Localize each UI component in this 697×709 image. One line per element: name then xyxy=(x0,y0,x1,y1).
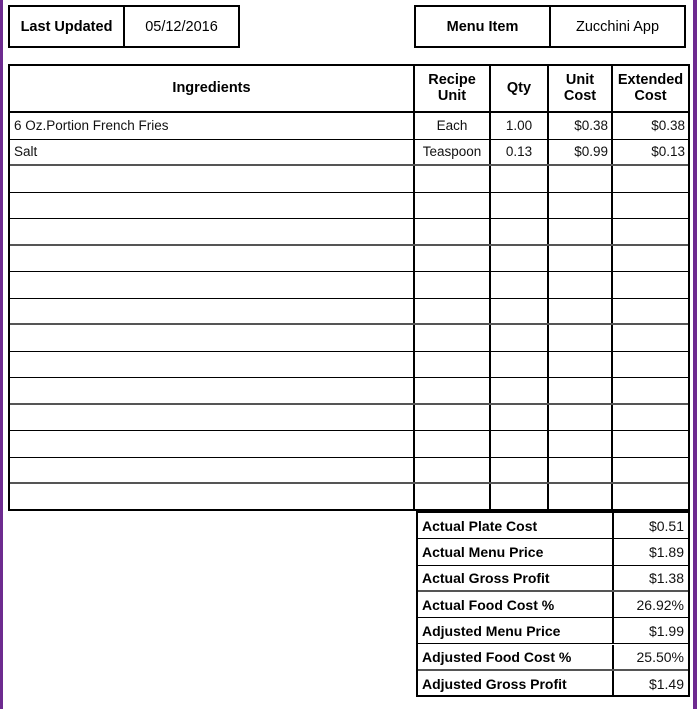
ingredients-table-header xyxy=(10,66,688,113)
menu-item-field xyxy=(414,5,686,48)
summary-row-value: $1.49 xyxy=(648,675,684,692)
summary-row xyxy=(418,566,688,592)
cell-ingredient[interactable] xyxy=(10,352,415,378)
summary-row xyxy=(418,539,688,565)
cell-recipe-unit[interactable] xyxy=(415,246,491,272)
summary-row xyxy=(418,513,688,539)
cell-extended-cost[interactable] xyxy=(613,405,688,431)
summary-row-value: $1.99 xyxy=(648,622,684,639)
cell-recipe-unit[interactable] xyxy=(415,378,491,403)
cell-unit-cost[interactable] xyxy=(549,378,613,403)
last-updated-field xyxy=(8,5,240,48)
column-header-extended-cost-line2: Cost xyxy=(634,87,667,104)
table-row[interactable] xyxy=(10,246,688,273)
cell-ingredient[interactable] xyxy=(10,378,415,403)
menu-item-value[interactable]: Zucchini App xyxy=(575,18,660,35)
summary-row xyxy=(418,592,688,618)
cell-ingredient[interactable] xyxy=(10,272,415,298)
column-header-ingredients-line1: Ingredients xyxy=(172,79,251,96)
cell-recipe-unit[interactable] xyxy=(415,325,491,351)
menu-item-label: Menu Item xyxy=(416,7,551,46)
cell-ingredient[interactable] xyxy=(10,458,415,483)
cell-ingredient[interactable] xyxy=(10,484,415,511)
cell-extended-cost[interactable] xyxy=(613,458,688,483)
cell-qty[interactable] xyxy=(491,272,549,298)
column-header-unit-cost-line2: Cost xyxy=(563,87,597,104)
cell-unit-cost[interactable] xyxy=(549,272,613,298)
table-row[interactable] xyxy=(10,272,688,299)
cell-qty[interactable] xyxy=(491,405,549,431)
cell-recipe-unit[interactable]: Each xyxy=(415,113,491,139)
table-row[interactable] xyxy=(10,219,688,246)
cell-unit-cost[interactable] xyxy=(549,299,613,324)
cell-recipe-unit[interactable]: Teaspoon xyxy=(415,140,491,165)
summary-row-label: Adjusted Menu Price xyxy=(418,618,614,643)
summary-row-value: $1.38 xyxy=(648,569,684,586)
cell-extended-cost[interactable] xyxy=(613,325,688,351)
summary-row-value: $1.89 xyxy=(648,543,684,560)
summary-row-label: Actual Food Cost % xyxy=(418,592,614,617)
summary-row xyxy=(418,671,688,697)
table-row[interactable] xyxy=(10,325,688,352)
cell-extended-cost[interactable] xyxy=(613,484,688,511)
cell-extended-cost[interactable] xyxy=(613,219,688,244)
table-row[interactable] xyxy=(10,458,688,485)
cell-unit-cost[interactable] xyxy=(549,325,613,351)
cell-qty[interactable] xyxy=(491,431,549,457)
cell-ingredient[interactable] xyxy=(10,299,415,324)
cell-recipe-unit[interactable] xyxy=(415,458,491,483)
cell-unit-cost[interactable] xyxy=(549,484,613,511)
table-row[interactable] xyxy=(10,140,688,167)
cell-extended-cost[interactable] xyxy=(613,352,688,378)
cell-recipe-unit[interactable] xyxy=(415,272,491,298)
column-header-qty-line1: Qty xyxy=(506,79,532,96)
cell-ingredient[interactable] xyxy=(10,405,415,431)
table-row[interactable] xyxy=(10,431,688,458)
cell-qty[interactable] xyxy=(491,299,549,324)
column-header-extended-cost xyxy=(613,66,688,111)
cell-unit-cost[interactable] xyxy=(549,352,613,378)
column-header-unit-cost-line1: Unit xyxy=(565,72,595,89)
summary-row-value: $0.51 xyxy=(648,517,684,534)
last-updated-value[interactable]: 05/12/2016 xyxy=(145,18,218,35)
table-row[interactable] xyxy=(10,484,688,511)
column-header-recipe-unit xyxy=(415,66,491,111)
cell-ingredient[interactable] xyxy=(10,219,415,244)
cell-extended-cost[interactable]: $0.13 xyxy=(651,144,685,160)
cell-qty[interactable] xyxy=(491,246,549,272)
table-row[interactable] xyxy=(10,405,688,432)
cell-unit-cost[interactable] xyxy=(549,166,613,192)
summary-row xyxy=(418,618,688,644)
cell-unit-cost[interactable]: $0.99 xyxy=(549,140,613,165)
cell-ingredient[interactable] xyxy=(10,431,415,457)
cell-extended-cost[interactable] xyxy=(613,378,688,403)
table-row[interactable] xyxy=(10,166,688,193)
summary-row-label: Adjusted Food Cost % xyxy=(418,645,614,669)
cell-unit-cost[interactable] xyxy=(549,405,613,431)
cell-recipe-unit[interactable] xyxy=(415,166,491,192)
cell-extended-cost[interactable] xyxy=(613,299,688,324)
table-row[interactable] xyxy=(10,378,688,405)
cell-ingredient[interactable]: Salt xyxy=(10,140,415,165)
cell-recipe-unit[interactable] xyxy=(415,431,491,457)
cell-recipe-unit[interactable] xyxy=(415,484,491,511)
summary-row-label: Actual Plate Cost xyxy=(418,513,614,538)
column-header-qty xyxy=(491,66,549,111)
summary-row xyxy=(418,645,688,671)
cell-extended-cost[interactable]: $0.38 xyxy=(651,118,685,134)
summary-row-label: Actual Gross Profit xyxy=(418,566,614,590)
cell-qty[interactable] xyxy=(491,193,549,219)
cell-qty[interactable] xyxy=(491,166,549,192)
cell-recipe-unit[interactable] xyxy=(415,352,491,378)
cell-unit-cost[interactable] xyxy=(549,219,613,244)
table-row[interactable] xyxy=(10,352,688,379)
summary-row-label: Adjusted Gross Profit xyxy=(418,671,614,697)
summary-row-value: 25.50% xyxy=(636,648,684,665)
column-header-extended-cost-line1: Extended xyxy=(617,72,684,89)
cell-qty[interactable] xyxy=(491,458,549,483)
column-header-recipe-unit-line1: Recipe xyxy=(428,72,476,89)
cell-qty[interactable] xyxy=(491,325,549,351)
cell-qty[interactable] xyxy=(491,378,549,403)
cell-qty[interactable] xyxy=(491,484,549,511)
cell-ingredient[interactable] xyxy=(10,246,415,272)
cell-recipe-unit[interactable] xyxy=(415,405,491,431)
cell-extended-cost[interactable] xyxy=(613,193,688,219)
cell-qty[interactable] xyxy=(491,219,549,244)
cell-recipe-unit[interactable] xyxy=(415,299,491,324)
cell-unit-cost[interactable]: $0.38 xyxy=(549,113,613,139)
cell-qty[interactable] xyxy=(491,352,549,378)
last-updated-label: Last Updated xyxy=(10,7,125,46)
cell-ingredient[interactable] xyxy=(10,193,415,219)
cell-unit-cost[interactable] xyxy=(549,193,613,219)
cell-recipe-unit[interactable] xyxy=(415,193,491,219)
cell-ingredient[interactable] xyxy=(10,166,415,192)
cell-ingredient[interactable] xyxy=(10,325,415,351)
summary-row-value: 26.92% xyxy=(636,596,684,613)
cell-recipe-unit[interactable] xyxy=(415,219,491,244)
table-row[interactable] xyxy=(10,299,688,326)
cell-unit-cost[interactable] xyxy=(549,431,613,457)
cell-extended-cost[interactable] xyxy=(613,272,688,298)
cell-qty[interactable]: 0.13 xyxy=(491,140,549,165)
table-row[interactable] xyxy=(10,193,688,220)
cell-extended-cost[interactable] xyxy=(613,431,688,457)
table-row[interactable] xyxy=(10,113,688,140)
column-header-ingredients xyxy=(10,66,415,111)
column-header-unit-cost xyxy=(549,66,613,111)
column-header-recipe-unit-line2: Unit xyxy=(437,87,467,104)
summary-row-label: Actual Menu Price xyxy=(418,539,614,564)
cell-extended-cost[interactable] xyxy=(613,246,688,272)
cell-ingredient[interactable]: 6 Oz.Portion French Fries xyxy=(10,113,415,139)
cell-extended-cost[interactable] xyxy=(613,166,688,192)
cost-summary-table xyxy=(416,511,690,697)
cell-unit-cost[interactable] xyxy=(549,458,613,483)
cell-qty[interactable]: 1.00 xyxy=(491,113,549,139)
cell-unit-cost[interactable] xyxy=(549,246,613,272)
ingredients-table xyxy=(8,64,690,511)
